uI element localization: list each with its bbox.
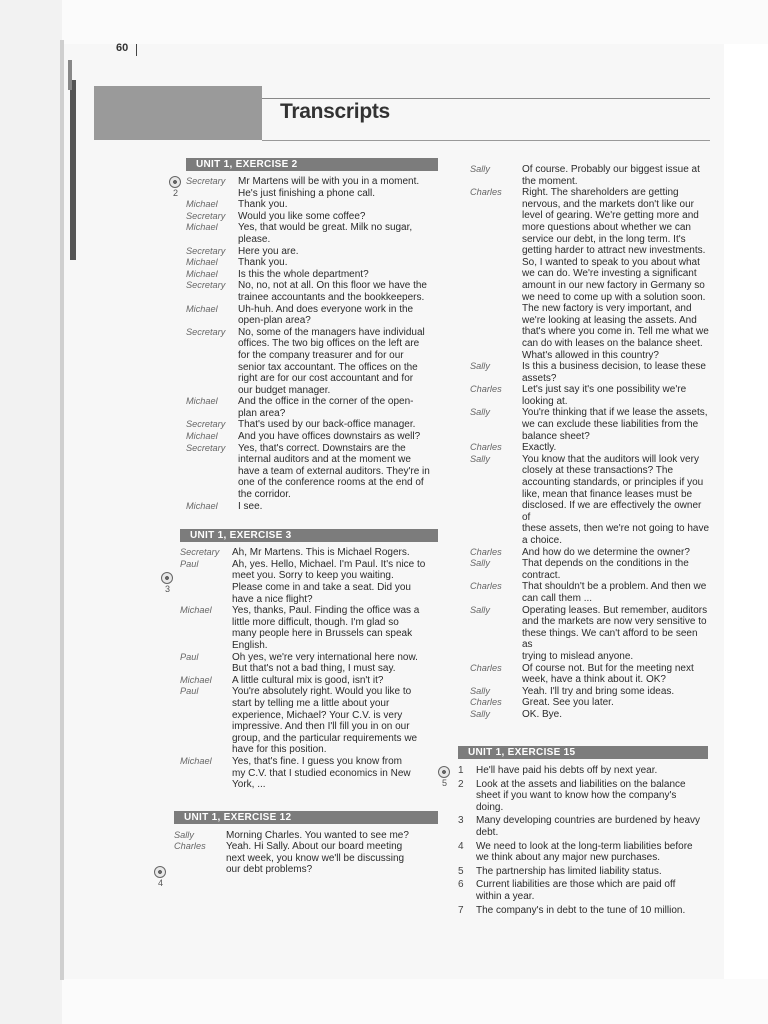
dialogue-line <box>470 605 710 663</box>
text-line: a choice. <box>522 535 563 546</box>
dialogue-text <box>522 442 710 454</box>
sentence-number: 4 <box>458 840 464 852</box>
text-line: group, and the particular requirements we <box>232 732 418 744</box>
text-line: That shouldn't be a problem. And then we <box>522 581 707 593</box>
dialogue-line <box>470 361 710 384</box>
speaker-name: Michael <box>180 755 212 766</box>
speaker-name: Secretary <box>180 547 220 558</box>
sentence-text <box>476 815 708 838</box>
speaker-name: Michael <box>186 500 218 511</box>
dialogue-text <box>522 581 710 604</box>
speaker-name: Paul <box>180 686 199 697</box>
text-line: we can exclude these liabilities from the <box>522 419 699 431</box>
text-line: York, ... <box>232 779 266 791</box>
dialogue-text <box>232 547 438 559</box>
dialogue-line <box>470 547 710 559</box>
text-line: getting harder to attract new investments. <box>522 245 706 257</box>
text-line: experience, Michael? Your C.V. is very <box>232 709 403 721</box>
dialogue-line <box>470 384 710 407</box>
text-line: internal auditors and at the moment we <box>238 454 411 466</box>
text-line: our debt problems? <box>226 864 313 876</box>
sentence-number: 1 <box>458 765 464 776</box>
dialogue-text <box>238 176 438 199</box>
page-title: Transcripts <box>280 100 390 123</box>
speaker-name: Sally <box>470 558 490 569</box>
text-line: impressive. And then I'll fill you in on our <box>232 721 410 733</box>
dialogue-text <box>522 547 710 559</box>
text-line: The company's in debt to the tune of 10 million. <box>476 904 686 916</box>
audio-cd-icon <box>169 176 181 188</box>
speaker-name: Michael <box>186 257 218 268</box>
speaker-name: Secretary <box>186 210 226 221</box>
dialogue-line <box>470 187 710 361</box>
text-line: OK. Bye. <box>522 708 563 720</box>
text-line: more questions about whether we can <box>522 221 691 233</box>
text-line: Right. The shareholders are getting <box>522 187 679 199</box>
text-line: the corridor. <box>238 489 291 501</box>
right-column <box>470 164 710 721</box>
sentence-number: 3 <box>458 815 464 827</box>
numbered-sentence <box>458 815 708 838</box>
speaker-name: Sally <box>470 708 490 719</box>
audio-cd-icon <box>161 572 173 584</box>
text-line: No, no, not at all. On this floor we have the <box>238 280 427 292</box>
dialogue-line <box>186 431 438 443</box>
speaker-name: Michael <box>180 674 212 685</box>
sentence-text <box>476 779 708 814</box>
speaker-name: Charles <box>470 546 502 557</box>
sentence-text <box>476 905 708 917</box>
dialogue-line <box>186 246 438 258</box>
text-line: Operating leases. But remember, auditors <box>522 604 708 616</box>
speaker-name: Charles <box>174 841 206 852</box>
text-line: Uh-huh. And does everyone work in the <box>238 303 414 315</box>
speaker-name: Michael <box>186 431 218 442</box>
dialogue-text <box>522 709 710 721</box>
text-line: debt. <box>476 826 499 838</box>
track-number-3: 3 <box>165 584 171 594</box>
title-rule-bottom <box>262 140 710 141</box>
speaker-name: Charles <box>470 442 502 453</box>
text-line: we think about any major new purchases. <box>476 852 660 864</box>
text-line: Ah, Mr Martens. This is Michael Rogers. <box>232 547 410 559</box>
dialogue-text <box>522 164 710 187</box>
dialogue-line <box>470 558 710 581</box>
dialogue-line <box>186 327 438 397</box>
dialogue-text <box>232 686 438 756</box>
dialogue-text <box>522 686 710 698</box>
text-line: senior tax accountant. The offices on the <box>238 361 418 373</box>
speaker-name: Charles <box>470 697 502 708</box>
dialogue-line <box>186 501 438 513</box>
text-line: accounting standards, or principles if you <box>522 477 704 489</box>
numbered-sentence <box>458 905 708 917</box>
dialogue-text <box>522 697 710 709</box>
text-line: Yeah. Hi Sally. About our board meeting <box>226 841 403 853</box>
speaker-name: Michael <box>186 396 218 407</box>
numbered-sentence <box>458 866 708 878</box>
dialogue-line <box>180 605 438 651</box>
text-line: offices. The two big offices on the left are <box>238 338 420 350</box>
speaker-name: Sally <box>470 164 490 174</box>
text-line: can call them ... <box>522 592 593 604</box>
dialogue-text <box>238 222 438 245</box>
text-line: assets? <box>522 372 557 384</box>
dialogue-text <box>522 663 710 686</box>
text-line: my C.V. that I studied economics in New <box>232 767 411 779</box>
text-line: level of gearing. We're getting more and <box>522 210 699 222</box>
text-line: can do with leases on the balance sheet. <box>522 337 703 349</box>
track-number-5: 5 <box>442 778 448 788</box>
dialogue-line <box>470 407 710 442</box>
text-line: within a year. <box>476 890 535 902</box>
text-line: next week, you know we'll be discussing <box>226 852 405 864</box>
dialogue-line <box>470 686 710 698</box>
speaker-name: Michael <box>186 222 218 233</box>
speaker-name: Secretary <box>186 245 226 256</box>
dialogue-line <box>470 581 710 604</box>
text-line: Great. See you later. <box>522 697 614 709</box>
speaker-name: Charles <box>470 662 502 673</box>
exercise-2-transcript <box>186 176 438 512</box>
speaker-name: Charles <box>470 581 502 592</box>
dialogue-text <box>238 327 438 397</box>
text-line: And how do we determine the owner? <box>522 546 690 558</box>
dialogue-text <box>238 199 438 211</box>
text-line: Would you like some coffee? <box>238 210 366 222</box>
audio-cd-icon <box>154 866 166 878</box>
exercise-3-header: UNIT 1, EXERCISE 3 <box>180 529 438 542</box>
speaker-name: Michael <box>186 199 218 210</box>
speaker-name: Sally <box>174 829 194 840</box>
dialogue-line <box>470 663 710 686</box>
dialogue-line <box>174 841 438 876</box>
text-line: sheet if you want to know how the company's <box>476 790 677 802</box>
dialogue-line <box>186 419 438 431</box>
speaker-name: Charles <box>470 187 502 198</box>
speaker-name: Michael <box>186 268 218 279</box>
text-line: one of the conference rooms at the end of <box>238 477 424 489</box>
speaker-name: Paul <box>180 651 199 662</box>
dialogue-line <box>180 559 438 605</box>
speaker-name: Secretary <box>186 442 226 453</box>
text-line: service our debt, in the long term. It's <box>522 233 686 245</box>
text-line: And the office in the corner of the open- <box>238 396 414 408</box>
dialogue-line <box>180 652 438 675</box>
spine-shadow <box>70 80 76 260</box>
text-line: Of course not. But for the meeting next <box>522 662 694 674</box>
text-line: Exactly. <box>522 442 557 454</box>
page-number-divider <box>136 44 137 56</box>
track-number-2: 2 <box>173 188 179 198</box>
book-edge <box>60 40 64 980</box>
text-line: English. <box>232 639 268 651</box>
page-left-margin <box>0 0 62 1024</box>
text-line: we're looking at leasing the assets. And <box>522 314 697 326</box>
sentence-number: 6 <box>458 879 464 891</box>
dialogue-text <box>238 211 438 223</box>
speaker-name: Michael <box>180 605 212 616</box>
sentence-text <box>476 765 708 777</box>
text-line: that's where you come in. Tell me what we <box>522 326 709 338</box>
text-line: we can do. We're investing a significant <box>522 268 697 280</box>
sentence-text <box>476 879 708 902</box>
dialogue-line <box>180 675 438 687</box>
sentence-number: 2 <box>458 778 464 790</box>
text-line: You know that the auditors will look very <box>522 453 699 465</box>
text-line: doing. <box>476 801 504 813</box>
dialogue-text <box>522 605 710 663</box>
dialogue-line <box>186 269 438 281</box>
spine-shadow-top <box>68 60 72 90</box>
text-line: Yes, thanks, Paul. Finding the office was a <box>232 605 420 617</box>
text-line: Is this the whole department? <box>238 268 369 280</box>
text-line: But that's not a bad thing, I must say. <box>232 663 396 675</box>
text-line: Thank you. <box>238 199 288 211</box>
speaker-name: Charles <box>470 384 502 395</box>
text-line: have for this position. <box>232 744 327 756</box>
dialogue-line <box>186 257 438 269</box>
text-line: Oh yes, we're very international here now. <box>232 651 418 663</box>
dialogue-text <box>232 605 438 651</box>
text-line: We need to look at the long-term liabilities before <box>476 840 693 852</box>
dialogue-text <box>238 246 438 258</box>
dialogue-line <box>186 176 438 199</box>
text-line: week, have a think about it. OK? <box>522 674 666 686</box>
dialogue-line <box>186 222 438 245</box>
text-line: What's allowed in this country? <box>522 349 659 361</box>
text-line: and the markets are now very sensitive to <box>522 616 707 628</box>
title-banner <box>94 86 262 140</box>
speaker-name: Paul <box>180 558 199 569</box>
text-line: That's used by our back-office manager. <box>238 419 416 431</box>
dialogue-line <box>186 199 438 211</box>
dialogue-text <box>238 304 438 327</box>
speaker-name: Secretary <box>186 326 226 337</box>
text-line: plan area? <box>238 407 286 419</box>
dialogue-text <box>226 830 438 842</box>
text-line: Yes, that's correct. Downstairs are the <box>238 442 406 454</box>
text-line: our budget manager. <box>238 384 331 396</box>
text-line: I see. <box>238 500 263 512</box>
text-line: please. <box>238 233 271 245</box>
text-line: meet you. Sorry to keep you waiting. <box>232 570 394 582</box>
text-line: right are for our cost accountant and for <box>238 373 414 385</box>
numbered-sentence <box>458 841 708 864</box>
text-line: contract. <box>522 569 561 581</box>
text-line: Look at the assets and liabilities on the balance <box>476 778 686 790</box>
text-line: The new factory is very important, and <box>522 303 692 315</box>
numbered-sentence <box>458 779 708 814</box>
dialogue-text <box>232 559 438 605</box>
text-line: Of course. Probably our biggest issue at <box>522 164 700 175</box>
text-line: No, some of the managers have individual <box>238 326 425 338</box>
exercise-12-transcript <box>174 830 438 876</box>
text-line: That depends on the conditions in the <box>522 558 689 570</box>
text-line: Yes, that would be great. Milk no sugar, <box>238 222 413 234</box>
audio-cd-icon <box>438 766 450 778</box>
dialogue-line <box>186 443 438 501</box>
dialogue-text <box>522 187 710 361</box>
text-line: balance sheet? <box>522 430 590 442</box>
text-line: You're thinking that if we lease the assets, <box>522 407 708 419</box>
numbered-sentence <box>458 765 708 777</box>
dialogue-text <box>238 280 438 303</box>
text-line: Let's just say it's one possibility we're <box>522 384 687 396</box>
dialogue-text <box>238 396 438 419</box>
text-line: Yes, that's fine. I guess you know from <box>232 755 402 767</box>
dialogue-text <box>238 431 438 443</box>
text-line: Yeah. I'll try and bring some ideas. <box>522 685 675 697</box>
dialogue-text <box>232 675 438 687</box>
text-line: these things. We can't afford to be seen as <box>522 627 698 651</box>
track-number-4: 4 <box>158 878 164 888</box>
exercise-12-header: UNIT 1, EXERCISE 12 <box>174 811 438 824</box>
dialogue-text <box>238 443 438 501</box>
dialogue-text <box>238 269 438 281</box>
page-number: 60 <box>116 42 129 54</box>
text-line: Many developing countries are burdened by heavy <box>476 815 701 827</box>
text-line: The partnership has limited liability status. <box>476 865 662 877</box>
text-line: we need to come up with a solution soon. <box>522 291 706 303</box>
page-right-margin <box>724 44 768 979</box>
dialogue-line <box>180 756 438 791</box>
text-line: Ah, yes. Hello, Michael. I'm Paul. It's nice to <box>232 558 426 570</box>
text-line: Is this a business decision, to lease these <box>522 361 706 373</box>
text-line: these assets, then we're not going to have <box>522 523 710 535</box>
dialogue-text <box>226 841 438 876</box>
text-line: for the company treasurer and for our <box>238 349 404 361</box>
text-line: He's just finishing a phone call. <box>238 187 375 199</box>
dialogue-line <box>186 304 438 327</box>
dialogue-line <box>470 454 710 547</box>
text-line: many people here in Brussels can speak <box>232 628 413 640</box>
dialogue-text <box>238 257 438 269</box>
text-line: Here you are. <box>238 245 299 257</box>
dialogue-line <box>180 686 438 756</box>
dialogue-line <box>470 442 710 454</box>
dialogue-line <box>174 830 438 842</box>
exercise-15-header: UNIT 1, EXERCISE 15 <box>458 746 708 759</box>
dialogue-line <box>186 280 438 303</box>
sentence-text <box>476 841 708 864</box>
dialogue-line <box>470 164 710 187</box>
text-line: have a team of external auditors. They're in <box>238 465 430 477</box>
text-line: open-plan area? <box>238 315 311 327</box>
text-line: disclosed. If we are effectively the owner of <box>522 500 702 523</box>
text-line: like, mean that finance leases must be <box>522 488 693 500</box>
speaker-name: Sally <box>470 453 490 464</box>
text-line: He'll have paid his debts off by next year. <box>476 765 658 776</box>
title-rule-top <box>262 98 710 99</box>
sentence-text <box>476 866 708 878</box>
text-line: And you have offices downstairs as well? <box>238 431 421 443</box>
dialogue-text <box>238 419 438 431</box>
sentence-number: 5 <box>458 865 464 877</box>
speaker-name: Michael <box>186 303 218 314</box>
dialogue-text <box>522 361 710 384</box>
dialogue-text <box>238 501 438 513</box>
text-line: Mr Martens will be with you in a moment. <box>238 176 420 187</box>
text-line: trainee accountants and the bookkeepers. <box>238 291 425 303</box>
dialogue-line <box>470 709 710 721</box>
text-line: amount in our new factory in Germany so <box>522 279 705 291</box>
text-line: Morning Charles. You wanted to see me? <box>226 829 409 841</box>
exercise-2-header: UNIT 1, EXERCISE 2 <box>186 158 438 171</box>
text-line: trying to mislead anyone. <box>522 650 634 662</box>
text-line: Please come in and take a seat. Did you <box>232 582 411 593</box>
dialogue-line <box>186 211 438 223</box>
speaker-name: Secretary <box>186 176 226 186</box>
text-line: start by telling me a little about your <box>232 697 390 709</box>
sentence-number: 7 <box>458 904 464 916</box>
dialogue-text <box>522 454 710 547</box>
dialogue-line <box>470 697 710 709</box>
dialogue-line <box>186 396 438 419</box>
text-line: little more difficult, though. I'm glad so <box>232 616 399 628</box>
text-line: Thank you. <box>238 257 288 269</box>
speaker-name: Sally <box>470 685 490 696</box>
numbered-sentence <box>458 879 708 902</box>
speaker-name: Secretary <box>186 280 226 291</box>
text-line: closely at these transactions? The <box>522 465 674 477</box>
text-line: the moment. <box>522 175 578 187</box>
speaker-name: Secretary <box>186 419 226 430</box>
dialogue-text <box>522 384 710 407</box>
dialogue-text <box>232 756 438 791</box>
text-line: A little cultural mix is good, isn't it? <box>232 674 384 686</box>
text-line: looking at. <box>522 395 568 407</box>
speaker-name: Sally <box>470 407 490 418</box>
dialogue-text <box>232 652 438 675</box>
speaker-name: Sally <box>470 361 490 372</box>
dialogue-text <box>522 407 710 442</box>
exercise-3-transcript <box>180 547 438 790</box>
exercise-15-block <box>458 746 708 918</box>
exercise-15-sentences <box>458 765 708 916</box>
exercise-12-transcript-continued <box>470 164 710 721</box>
left-column <box>174 158 438 876</box>
text-line: Current liabilities are those which are paid off <box>476 879 676 891</box>
text-line: So, I wanted to speak to you about what <box>522 256 700 268</box>
text-line: You're absolutely right. Would you like to <box>232 686 412 698</box>
text-line: have a nice flight? <box>232 593 313 605</box>
speaker-name: Sally <box>470 604 490 615</box>
dialogue-line <box>180 547 438 559</box>
text-line: nervous, and the markets don't like our <box>522 198 695 210</box>
dialogue-text <box>522 558 710 581</box>
